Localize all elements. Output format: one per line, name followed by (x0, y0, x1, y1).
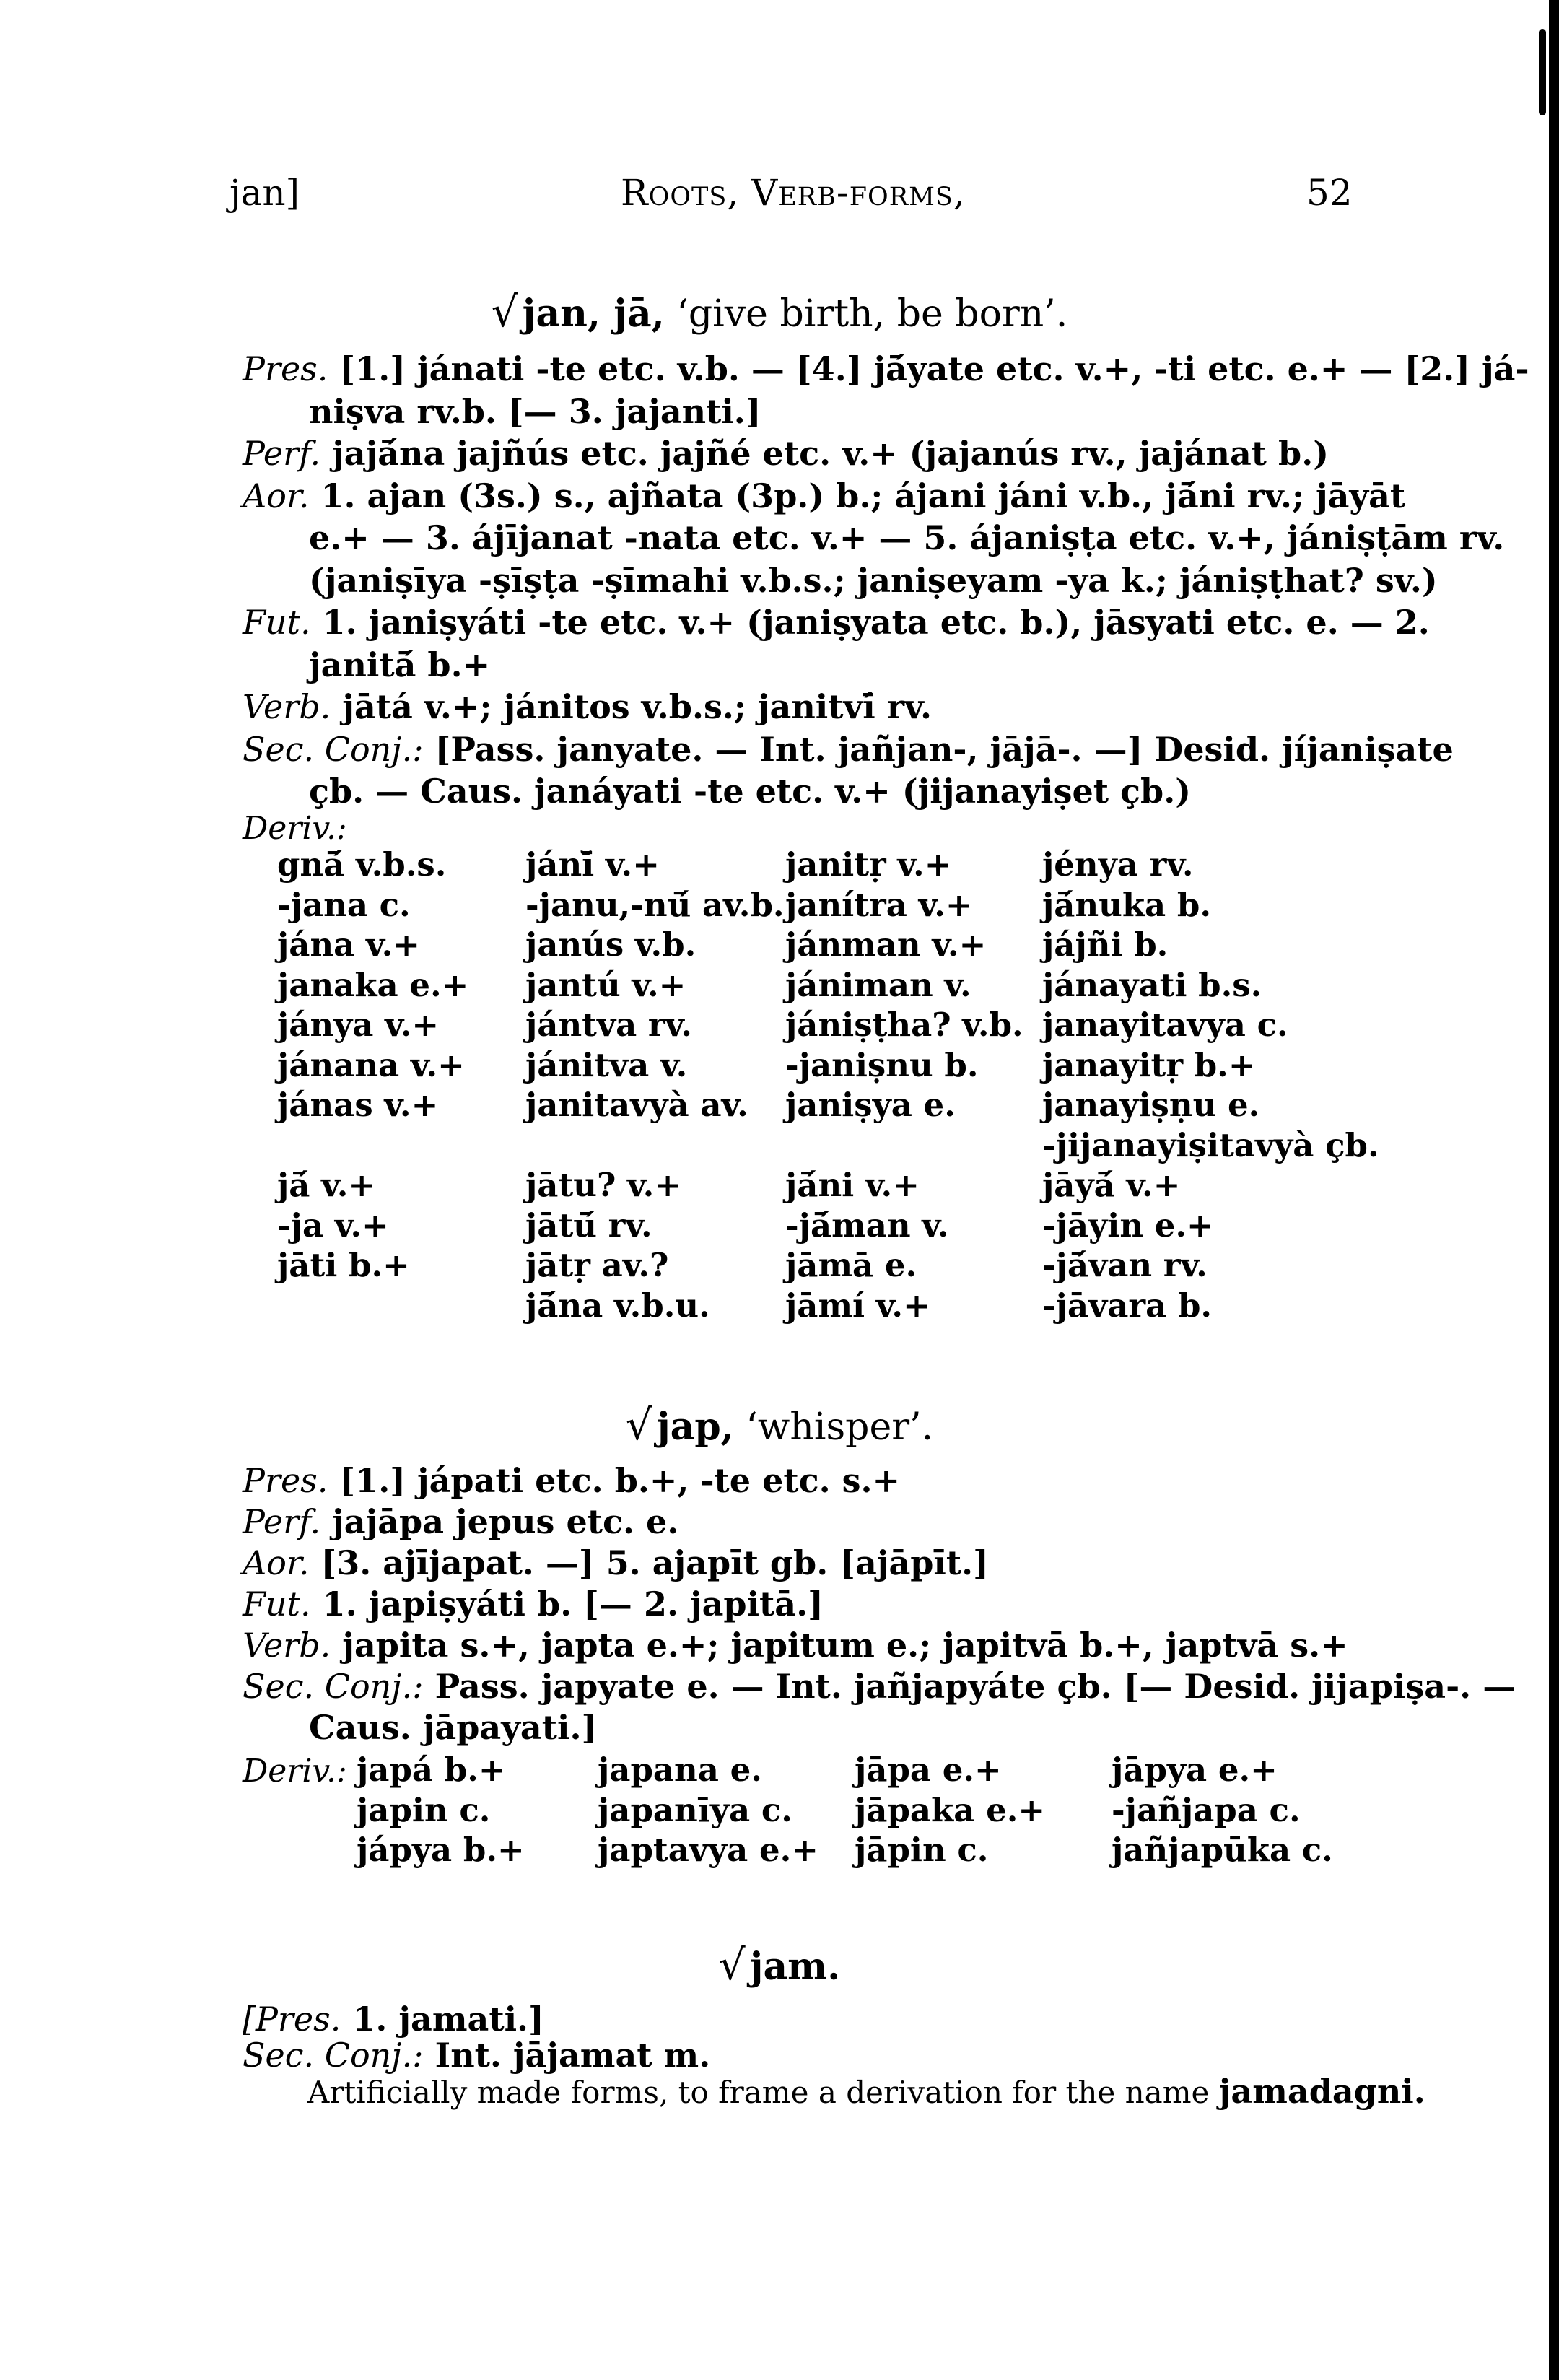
deriv-word: janítra v.+ (785, 885, 973, 924)
deriv-label-jap: Deriv.: (243, 1753, 347, 1790)
form-text: japita s.+, japta e.+; japitum e.; japitvā b.+, japtvā s.+ (342, 1626, 1348, 1665)
radical-sign-icon: √ (718, 1940, 746, 1989)
deriv-word: janús v.b. (525, 925, 696, 964)
root-heading-jam: √ jam. (718, 1940, 841, 1989)
deriv-word: jájñi b. (1042, 925, 1169, 964)
deriv-word: jána v.+ (277, 925, 420, 964)
jap-deriv-column (855, 1750, 1045, 1870)
form-text: niṣva rv.b. [— 3. jajanti.] (309, 391, 761, 431)
form-text: [1.] jápati etc. b.+, -te etc. s.+ (339, 1461, 901, 1500)
jan-form-line (243, 476, 1405, 515)
form-text: Pass. japyate e. — Int. jañjapyáte çb. [— Desid. jijapiṣa-. — (434, 1667, 1516, 1706)
deriv-word: jā́nuka b. (1042, 885, 1212, 924)
deriv-word (785, 1125, 1023, 1166)
form-label: Pres. (243, 1461, 328, 1500)
jan-form-line (309, 561, 1438, 600)
deriv-word: japana e. (598, 1751, 762, 1789)
form-label: [Pres. (243, 2000, 341, 2039)
deriv-word: -jañjapa c. (1112, 1790, 1301, 1829)
deriv-word: gnā́ v.b.s. (277, 845, 447, 884)
deriv-word: janitṛ v.+ (785, 845, 952, 884)
form-label: Fut. (243, 603, 311, 642)
deriv-word: jāmā e. (785, 1246, 917, 1284)
form-label: Perf. (243, 434, 321, 473)
deriv-word: janayitṛ b.+ (1042, 1045, 1256, 1084)
jap-form-line (243, 1461, 900, 1500)
deriv-word: japanīya c. (598, 1790, 792, 1829)
form-label: Verb. (243, 687, 331, 726)
form-text: 1. japiṣyáti b. [— 2. japitā.] (322, 1585, 824, 1623)
jap-deriv-column (598, 1750, 818, 1870)
jan-form-line (309, 518, 1504, 557)
deriv-label-jan: Deriv.: (243, 810, 347, 847)
jap-form-line (243, 1667, 1516, 1706)
deriv-word: jāmí v.+ (785, 1286, 930, 1325)
deriv-word: japtavya e.+ (598, 1831, 818, 1869)
jap-form-line (243, 1585, 824, 1623)
deriv-word: -jijanayiṣitavyà çb. (1042, 1125, 1379, 1164)
form-text: janitā́ b.+ (309, 645, 491, 684)
jam-form-line (243, 2036, 710, 2075)
running-head-left: jan] (230, 172, 300, 214)
deriv-word: jā́ni v.+ (785, 1166, 920, 1204)
deriv-word: jā́ v.+ (277, 1166, 376, 1204)
deriv-word: jániman v. (785, 965, 971, 1004)
deriv-word: japin c. (357, 1790, 491, 1829)
deriv-word: jāpya e.+ (1112, 1751, 1278, 1789)
deriv-word: jātu? v.+ (525, 1166, 681, 1204)
deriv-word: janayiṣṇu e. (1042, 1086, 1260, 1124)
jan-deriv-column (277, 845, 468, 1286)
deriv-word: -jana c. (277, 885, 411, 924)
form-text: 1. janiṣyáti -te etc. v.+ (janiṣyata etc. b.), jāsyati etc. e. — 2. (322, 603, 1430, 642)
deriv-word: jañjapūka c. (1112, 1831, 1333, 1869)
deriv-word: janayitavya c. (1042, 1006, 1288, 1044)
form-label: Perf. (243, 1502, 321, 1541)
form-label: Sec. Conj.: (243, 2036, 424, 2075)
form-text: jajāpa jepus etc. e. (332, 1502, 679, 1541)
deriv-word: -jā́man v. (785, 1206, 949, 1245)
form-label: Aor. (243, 1543, 310, 1582)
deriv-word (525, 1125, 785, 1166)
deriv-word: jápya b.+ (357, 1831, 525, 1869)
jap-deriv-column (357, 1750, 525, 1870)
root-heading-jap: √ jap, ‘whisper’. (625, 1400, 934, 1450)
jan-form-line (243, 730, 1454, 769)
form-text: Caus. jāpayati.] (309, 1708, 598, 1747)
deriv-word: -jāyin e.+ (1042, 1206, 1214, 1245)
jan-deriv-column (785, 845, 1023, 1325)
form-text: çb. — Caus. janáyati -te etc. v.+ (jijanayiṣet çb.) (309, 772, 1191, 811)
deriv-word: jánitva v. (525, 1045, 688, 1084)
form-label: Fut. (243, 1585, 311, 1623)
jan-form-line (243, 349, 1529, 388)
form-label: Sec. Conj.: (243, 729, 424, 769)
deriv-word: jāyā́ v.+ (1042, 1166, 1181, 1204)
deriv-word: -janiṣnu b. (785, 1045, 979, 1084)
jap-form-line (309, 1708, 597, 1747)
page-number: 52 (1306, 172, 1353, 214)
jap-form-line (243, 1626, 1348, 1665)
deriv-word: -janu,-nū́ av.b. (525, 885, 785, 924)
jan-form-line (309, 645, 490, 684)
form-label: Aor. (243, 476, 310, 515)
jan-form-line (309, 772, 1191, 811)
root-heading-jan: √ jan, jā, ‘give birth, be born’. (491, 287, 1068, 336)
deriv-word: jánayati b.s. (1042, 965, 1262, 1004)
deriv-word: jénya rv. (1042, 845, 1194, 884)
running-head-title: Roots, Verb-forms, (621, 172, 966, 214)
deriv-word: jántva rv. (525, 1006, 692, 1044)
form-label: Verb. (243, 1626, 331, 1665)
deriv-word: janaka e.+ (277, 965, 469, 1004)
deriv-word: jánas v.+ (277, 1086, 439, 1124)
jap-deriv-column (1112, 1750, 1333, 1870)
form-text: [Pass. janyate. — Int. jañjan-, jājā-. —] Desid. jíjaniṣate (434, 729, 1454, 769)
jan-deriv-column (1042, 845, 1379, 1325)
deriv-word: jánman v.+ (785, 925, 987, 964)
form-text: jātá v.+; jánitos v.b.s.; janitvī́ rv. (342, 687, 933, 726)
jan-form-line (309, 392, 761, 431)
deriv-word: janitavyà av. (525, 1086, 748, 1124)
deriv-word: jāpa e.+ (855, 1751, 1002, 1789)
form-label: Sec. Conj.: (243, 1667, 424, 1706)
jam-form-line (243, 2000, 544, 2039)
jan-form-line (243, 434, 1329, 473)
radical-sign-icon: √ (625, 1400, 652, 1450)
form-text: Int. jājamat m. (434, 2036, 711, 2075)
form-text: [3. ajījapat. —] 5. ajapīt gb. [ajāpīt.] (320, 1543, 989, 1582)
form-text: 1. jamati.] (352, 2000, 544, 2039)
form-text: (janiṣīya -ṣīṣṭa -ṣīmahi v.b.s.; janiṣeyam -ya k.; jániṣṭhat? sv.) (309, 560, 1438, 600)
form-text: 1. ajan (3s.) s., ajñata (3p.) b.; ájani jáni v.b., jā́ni rv.; jāyāt (320, 476, 1406, 515)
jan-form-line (243, 603, 1430, 642)
deriv-word: -jāvara b. (1042, 1286, 1213, 1325)
deriv-word: jánī̆ v.+ (525, 845, 660, 884)
deriv-word (277, 1125, 468, 1166)
deriv-word: jā́na v.b.u. (525, 1286, 710, 1325)
deriv-word: jātū́ rv. (525, 1206, 652, 1245)
deriv-word: jāpin c. (855, 1831, 989, 1869)
deriv-word: jantú v.+ (525, 965, 686, 1004)
deriv-word: jánana v.+ (277, 1045, 465, 1084)
deriv-word: japá b.+ (357, 1751, 506, 1789)
form-text: [1.] jánati -te etc. v.b. — [4.] jā́yate etc. v.+, -ti etc. e.+ — [2.] já- (339, 349, 1529, 388)
deriv-word: jániṣṭha? v.b. (785, 1006, 1023, 1044)
form-text: jajā́na jajñús etc. jajñé etc. v.+ (jajanús rv., jajánat b.) (332, 434, 1329, 473)
radical-sign-icon: √ (491, 287, 518, 336)
deriv-word: jánya v.+ (277, 1006, 440, 1044)
jam-note: Artificially made forms, to frame a derivation for the name jamadagni. (307, 2072, 1425, 2111)
form-text: e.+ — 3. ájījanat -nata etc. v.+ — 5. ájaniṣṭa etc. v.+, jániṣṭām rv. (309, 518, 1505, 557)
deriv-word: -jā́van rv. (1042, 1246, 1208, 1284)
jan-deriv-column (525, 845, 785, 1325)
deriv-word: -ja v.+ (277, 1206, 389, 1245)
jap-form-line (243, 1543, 989, 1582)
jap-form-line (243, 1502, 678, 1541)
deriv-word: jāpaka e.+ (855, 1790, 1046, 1829)
deriv-word: jāti b.+ (277, 1246, 410, 1284)
form-label: Pres. (243, 349, 328, 388)
deriv-word: janiṣya e. (785, 1086, 956, 1124)
deriv-word: jātṛ av.? (525, 1246, 669, 1284)
page-edge-mark (1539, 29, 1546, 115)
page-edge-shadow (1549, 0, 1559, 2380)
jan-form-line (243, 687, 932, 726)
